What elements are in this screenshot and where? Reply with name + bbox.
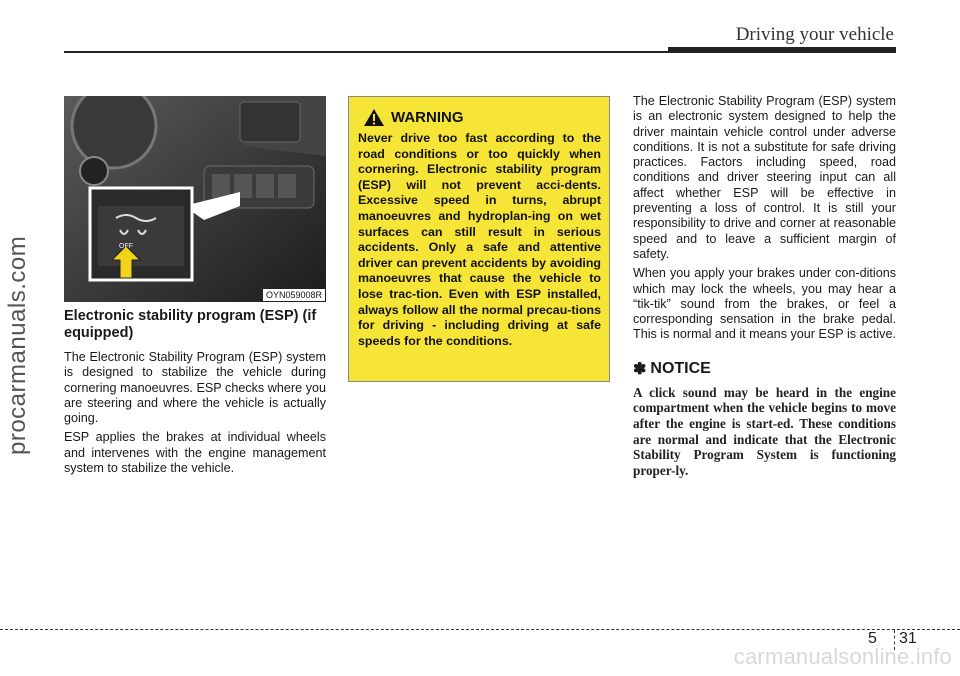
right-column [633, 94, 896, 478]
left-column [64, 308, 326, 480]
off-label: OFF [119, 243, 133, 250]
notice-body: A click sound may be heard in the engine compartment when the vehicle begins to move after the engine is start-ed. These conditions are normal and indicate that the Electronic Stability Program System is functioning proper-ly. [633, 384, 896, 478]
figure-caption: OYN059008R [263, 289, 325, 301]
notice-heading [633, 359, 896, 379]
header-rule [64, 51, 672, 53]
warning-box [348, 96, 610, 382]
right-paragraph-1: The Electronic Stability Program (ESP) system is an electronic system designed to help the driver maintain vehicle control under adverse conditions. It is not a substitute for safe driving practices. Factors including speed, road conditions and driver steering input can all affect whether ESP will be effective in preventing a loss of control. It is still your responsibility to drive and corner at reasonable speed and to leave a sufficient margin of safety. [633, 94, 896, 261]
left-paragraph-2: ESP applies the brakes at individual wheels and intervenes with the engine management system to stabilize the vehicle. [64, 430, 326, 476]
section-heading: Electronic stability program (ESP) (if equipped) [64, 308, 317, 341]
side-watermark: procarmanuals.com [4, 235, 31, 455]
notice-mark-icon: ✽ [633, 360, 647, 378]
header-rule-accent [668, 47, 896, 53]
header-title: Driving your vehicle [735, 24, 894, 45]
notice-title: NOTICE [650, 359, 711, 377]
left-paragraph-1: The Electronic Stability Program (ESP) system is designed to stabilize the vehicle during cornering manoeuvres. ESP checks where you are steering and where the vehicle is actually going. [64, 350, 326, 426]
footer-rule [0, 629, 960, 630]
footer-watermark: carmanualsonline.info [733, 644, 952, 669]
warning-body: Never drive too fast according to the road conditions or too quickly when cornering. Electronic stability program (ESP) will not prevent acci-dents. Excessive speed in turns, abrupt manoeuvres and hydroplan-ing on wet surfaces can still result in serious accidents. Only a safe and attentive driver can prevent accidents by avoiding manoeuvres that cause the vehicle to lose trac-tion. Even with ESP installed, always follow all the normal precau-tions for driving - including driving at safe speeds for the conditions. [358, 131, 601, 348]
warning-title: WARNING [391, 109, 464, 126]
chapter-number: 5 [868, 630, 877, 647]
warning-header [349, 97, 609, 127]
warning-triangle-icon [363, 108, 385, 127]
right-paragraph-2: When you apply your brakes under con-ditions which may lock the wheels, you may hear a “tik-tik” sound from the brakes, or feel a corresponding sensation in the brake pedal. This is normal and it means your ESP is active. [633, 266, 896, 342]
esp-button-photo [64, 96, 326, 302]
page-number: 31 [899, 630, 917, 647]
